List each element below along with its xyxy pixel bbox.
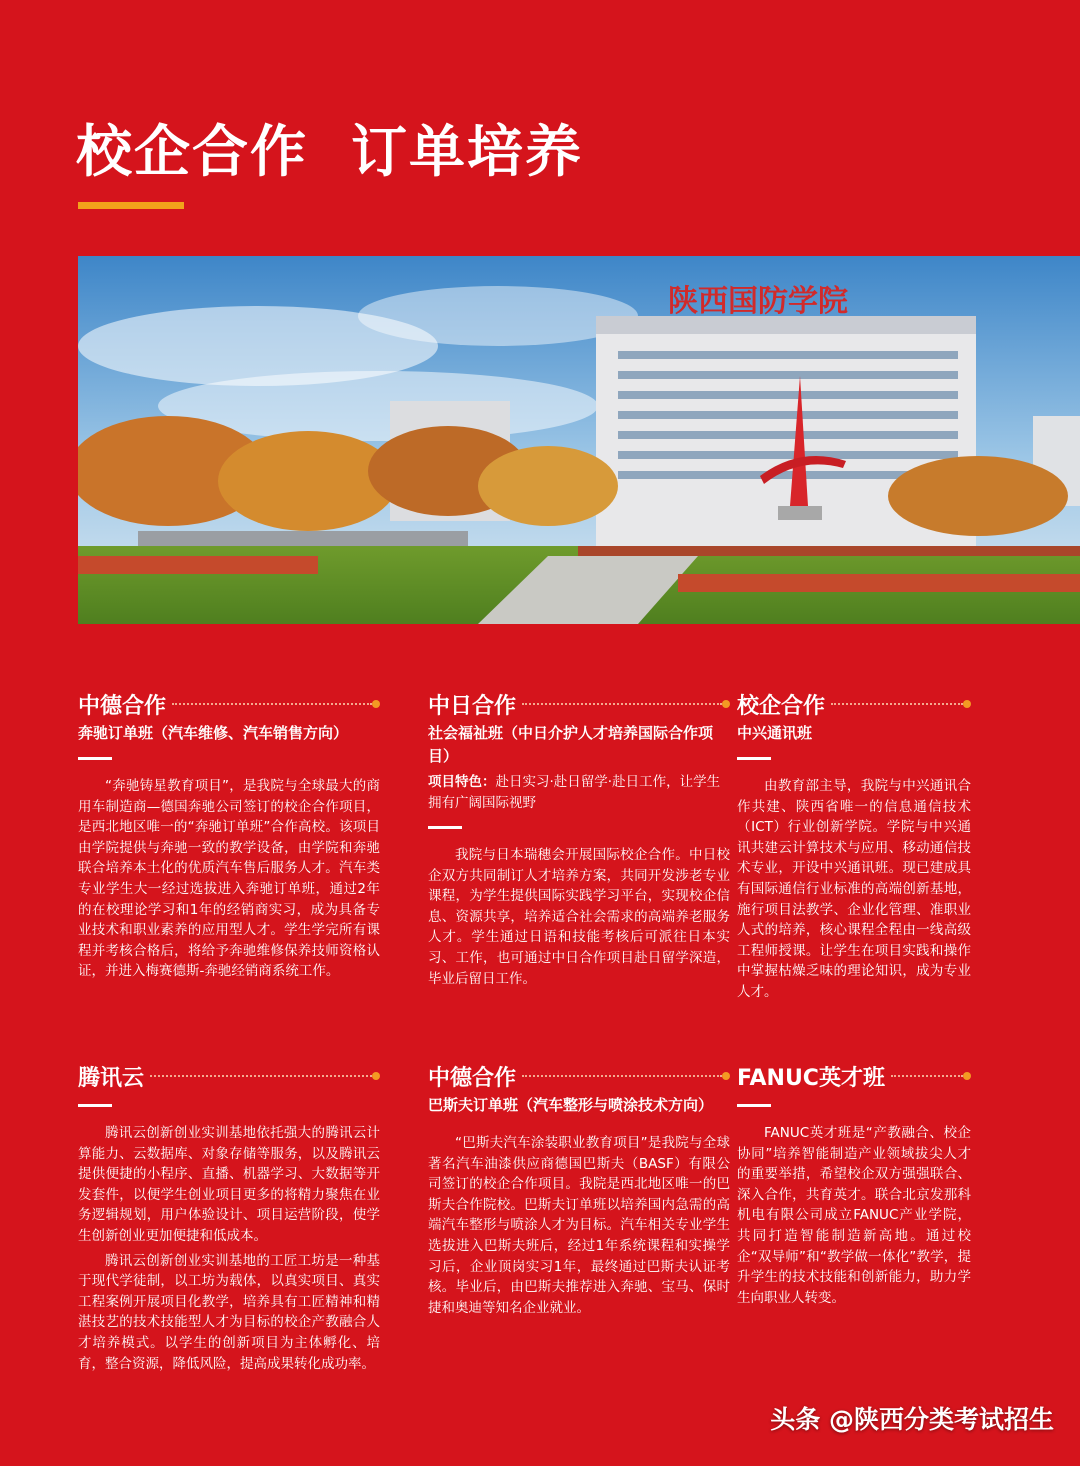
divider-dot (722, 700, 730, 708)
section-subtitle: 奔驰订单班（汽车维修、汽车销售方向） (78, 724, 349, 742)
dotted-divider (172, 703, 372, 705)
section-heading-row (737, 1060, 971, 1092)
divider-dot (722, 1072, 730, 1080)
section-paragraph: 由教育部主导，我院与中兴通讯合作共建、陕西省唯一的信息通信技术（ICT）行业创新学院。学院与中兴通讯共建云计算技术与应用、移动通信技术专业，开设中兴通讯班。现已建成具有国际通信行业标准的高端创新基地，施行项目法教学、企业化管理、准职业人式的培养，核心课程全程由一线高级工程师授课。让学生在项目实践和操作中掌握枯燥乏味的理论知识，成为专业人才。 (737, 778, 971, 1000)
campus-photo (78, 256, 1080, 624)
feature-label: 项目特色： (428, 774, 496, 790)
section-heading-row (428, 1060, 730, 1092)
section-heading: FANUC英才班 (737, 1065, 885, 1091)
section-heading-row (78, 1060, 380, 1092)
building-sign: 陕西国防学院 (668, 284, 848, 319)
section-paragraph: “奔驰铸星教育项目”，是我院与全球最大的商用车制造商—德国奔驰公司签订的校企合作项目，是西北地区唯一的“奔驰订单班”合作高校。该项目由学院提供与奔驰一致的教学设备，由学院和奔驰联合培养本土化的优质汽车售后服务人才。汽车类专业学生大一经过选拔进入奔驰订单班，通过2年的在校理论学习和1年的经销商实习，成为具备专业技术和职业素养的应用型人才。学生学完所有课程并考核合格后，将给予奔驰维修保养技师资格认证，并进入梅赛德斯-奔驰经销商系统工作。 (78, 778, 380, 980)
section-heading-row (78, 688, 380, 720)
section-zte-class (737, 688, 971, 1003)
short-divider (78, 757, 112, 760)
section-tencent-cloud (78, 1060, 380, 1374)
short-divider (78, 1104, 112, 1107)
section-heading: 中德合作 (78, 693, 167, 719)
short-divider (737, 1104, 771, 1107)
divider-dot (372, 1072, 380, 1080)
section-paragraph: 腾讯云创新创业实训基地依托强大的腾讯云计算能力、云数据库、对象存储等服务，以及腾讯云提供便捷的小程序、直播、机器学习、大数据等开发套件，以便学生创业项目更多的将精力聚焦在业务逻辑规划，用户体验设计、项目运营阶段，使学生创新创业更加便捷和低成本。 (78, 1125, 380, 1244)
section-japan-welfare-class (428, 688, 730, 989)
short-divider (737, 757, 771, 760)
section-heading: 校企合作 (737, 693, 826, 719)
title-underline (78, 202, 184, 209)
section-fanuc-class (737, 1060, 971, 1308)
short-divider (428, 826, 462, 829)
section-subtitle: 中兴通讯班 (737, 724, 813, 742)
section-subtitle: 巴斯夫订单班（汽车整形与喷涂技术方向） (428, 1096, 714, 1114)
divider-dot (372, 700, 380, 708)
divider-dot (963, 1072, 971, 1080)
dotted-divider (831, 703, 963, 705)
dotted-divider (150, 1075, 372, 1077)
section-benz-order-class (78, 688, 380, 982)
feature-text: 赴日实习·赴日留学·赴日工作，让学生拥有广阔国际视野 (428, 774, 721, 811)
section-heading: 腾讯云 (78, 1065, 145, 1091)
section-paragraph: “巴斯夫汽车涂装职业教育项目”是我院与全球著名汽车油漆供应商德国巴斯夫（BASF）有限公司签订的校企合作项目。我院是西北地区唯一的巴斯夫合作院校。巴斯夫订单班以培养国内急需的高端汽车整形与喷涂人才为目标。汽车相关专业学生选拔进入巴斯夫班后，经过1年系统课程和实操学习后，企业顶岗实习1年，最终通过巴斯夫认证考核。毕业后，由巴斯夫推荐进入奔驰、宝马、保时捷和奥迪等知名企业就业。 (428, 1135, 730, 1316)
section-paragraph: 我院与日本瑞穗会开展国际校企合作。中日校企双方共同制订人才培养方案，共同开发涉老专业课程，为学生提供国际实践学习平台，实现校企信息、资源共享，培养适合社会需求的高端养老服务人才。学生通过日语和技能考核后可派往日本实习、工作，也可通过中日合作项目赴日留学深造，毕业后留日工作。 (428, 847, 730, 987)
section-paragraph: FANUC英才班是“产教融合、校企协同”培养智能制造产业领域拔尖人才的重要举措，希望校企双方强强联合、深入合作，共育英才。联合北京发那科机电有限公司成立FANUC产业学院，共同打造智能制造新高地。通过校企“双导师”和“教学做一体化”教学，提升学生的技术技能和创新能力，助力学生向职业人转变。 (737, 1125, 971, 1306)
divider-dot (963, 700, 971, 708)
section-subtitle: 社会福祉班（中日介护人才培养国际合作项目） (428, 724, 714, 765)
section-heading: 中日合作 (428, 693, 517, 719)
dotted-divider (522, 703, 722, 705)
project-feature (428, 772, 730, 814)
dotted-divider (522, 1075, 722, 1077)
section-heading-row (737, 688, 971, 720)
page-title: 校企合作 订单培养 (76, 120, 583, 185)
source-watermark: 头条 @陕西分类考试招生 (770, 1405, 1054, 1434)
section-heading-row (428, 688, 730, 720)
section-heading: 中德合作 (428, 1065, 517, 1091)
section-paragraph: 腾讯云创新创业实训基地的工匠工坊是一种基于现代学徒制，以工坊为载体，以真实项目、真实工程案例开展项目化教学，培养具有工匠精神和精湛技艺的技术技能型人才为目标的校企产教融合人才培养模式。以学生的创新项目为主体孵化、培育，整合资源，降低风险，提高成果转化成功率。 (78, 1252, 380, 1372)
section-basf-order-class (428, 1060, 730, 1318)
dotted-divider (891, 1075, 963, 1077)
